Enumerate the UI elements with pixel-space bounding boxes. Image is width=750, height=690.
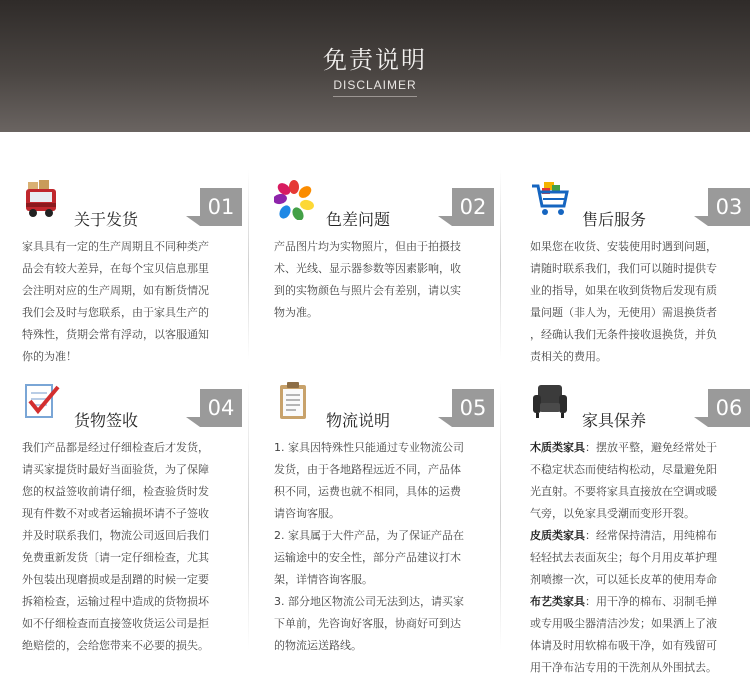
card-text (22, 437, 248, 657)
text-line: 体请及时用软棉布吸干净，如有残留可 (530, 639, 717, 652)
text-line: 剂喷擦一次，可以延长皮革的使用寿命 (530, 573, 717, 586)
card-title: 物流说明 (326, 411, 391, 430)
text-line: 术、光线、显示器参数等因素影响，收 (274, 262, 461, 275)
card-title: 售后服务 (582, 210, 647, 229)
color-palette-icon (274, 180, 312, 218)
text-line: 我们会及时与您联系，由于家具生产的 (22, 306, 209, 319)
card-logistics (274, 381, 500, 652)
text-line (530, 591, 750, 613)
text-line: 你的为准！ (22, 350, 77, 363)
text-line: 架，详情咨询客服。 (274, 573, 373, 586)
card-title: 家具保养 (582, 411, 647, 430)
text-line: 到的实物颜色与照片会有差别，请以实 (274, 284, 461, 297)
text-line: 外包装出现磨损或是刮蹭的时候一定要 (22, 573, 209, 586)
column-divider (248, 380, 249, 650)
text-line: 如不仔细检查而直接签收货运公司是拒 (22, 617, 209, 630)
text-line: 您的权益签收前请仔细，检查验货时发 (22, 485, 209, 498)
column-divider (500, 170, 501, 360)
text-line: 业的指导，如果在收到货物后发现有质 (530, 284, 717, 297)
page-subtitle: DISCLAIMER (333, 78, 417, 92)
delivery-truck-icon (22, 180, 60, 218)
item-label: 布艺类家具 (530, 595, 585, 608)
card-text (274, 236, 500, 324)
column-divider (500, 380, 501, 650)
armchair-icon (530, 381, 568, 419)
text-line: 家具具有一定的生产周期且不同种类产 (22, 240, 209, 253)
text-line: 请随时联系我们，我们可以随时提供专 (530, 262, 717, 275)
clipboard-icon (274, 381, 312, 419)
text-line: 气旁，以免家具受潮而变形开裂。 (530, 507, 695, 520)
card-after-sales (530, 180, 750, 363)
text-line: 1. 家具因特殊性只能通过专业物流公司 (274, 441, 464, 454)
text-line: 免费重新发货〔请一定仔细检查，尤其 (22, 551, 209, 564)
card-receipt (22, 381, 248, 652)
card-text (530, 437, 750, 679)
text-line: 请咨询客服。 (274, 507, 340, 520)
item-label: 木质类家具 (530, 441, 585, 454)
text-line: 或专用吸尘器清洁沙发；如果洒上了液 (530, 617, 717, 630)
text-line (530, 437, 750, 459)
shopping-cart-icon (530, 180, 568, 218)
text-line: 特殊性，货期会常有浮动，以客服通知 (22, 328, 209, 341)
card-text (274, 437, 500, 657)
card-number-badge: 04 (200, 389, 242, 427)
card-number-badge: 06 (708, 389, 750, 427)
header-banner (0, 0, 750, 132)
card-title: 货物签收 (74, 411, 139, 430)
text-line: 发货，由于各地路程远近不同，产品体 (274, 463, 461, 476)
text-line: 产品图片均为实物照片，但由于拍摄技 (274, 240, 461, 253)
text-line: 会注明对应的生产周期，如有断货情况 (22, 284, 209, 297)
text-line: 积不同，运费也就不相同，具体的运费 (274, 485, 461, 498)
item-label: 皮质类家具 (530, 529, 585, 542)
card-text (530, 236, 750, 368)
text-line: 请买家提货时最好当面验货，为了保障 (22, 463, 209, 476)
text-line: 3. 部分地区物流公司无法到达，请买家 (274, 595, 464, 608)
text-line: 拆箱检查，运输过程中造成的货物损坏 (22, 595, 209, 608)
title-rule (333, 96, 417, 97)
card-title: 色差问题 (326, 210, 391, 229)
card-text (22, 236, 248, 368)
text-line: 品会有较大差异，在每个宝贝信息那里 (22, 262, 209, 275)
card-color-difference (274, 180, 500, 319)
text-line: 如果您在收货、安装使用时遇到问题， (530, 240, 717, 253)
checklist-icon (22, 381, 60, 419)
item-text: ：用干净的棉布、羽制毛掸 (585, 595, 717, 608)
item-text: ：摆放平整，避免经常处于 (585, 441, 717, 454)
text-line: 下单前，先咨询好客服，协商好可到达 (274, 617, 461, 630)
text-line: 运输途中的安全性，部分产品建议打木 (274, 551, 461, 564)
item-text: ：经常保持清洁，用纯棉布 (585, 529, 717, 542)
text-line: 现有件数不对或者运输损坏请不子签收 (22, 507, 209, 520)
text-line: 绝赔偿的，会给您带来不必要的损失。 (22, 639, 209, 652)
text-line: 量问题（非人为，无使用）需退换货者 (530, 306, 717, 319)
text-line: 不稳定状态而使结构松动，尽量避免阳 (530, 463, 717, 476)
text-line: 光直射。不要将家具直接放在空调或暖 (530, 485, 717, 498)
text-line: ，经确认我们无条件接收退换货，并负 (530, 328, 717, 341)
text-line: 用干净布沾专用的干洗剂从外围拭去。 (530, 661, 717, 674)
card-number-badge: 02 (452, 188, 494, 226)
text-line (530, 525, 750, 547)
card-number-badge: 05 (452, 389, 494, 427)
text-line: 责相关的费用。 (530, 350, 607, 363)
card-shipping (22, 180, 248, 363)
text-line: 轻轻拭去表面灰尘；每个月用皮革护理 (530, 551, 717, 564)
column-divider (248, 170, 249, 360)
card-number-badge: 01 (200, 188, 242, 226)
text-line: 的物流运送路线。 (274, 639, 362, 652)
text-line: 物为准。 (274, 306, 318, 319)
page-title: 免责说明 (323, 46, 427, 74)
text-line: 并及时联系我们，物流公司返回后我们 (22, 529, 209, 542)
text-line: 我们产品都是经过仔细检查后才发货， (22, 441, 209, 454)
card-number-badge: 03 (708, 188, 750, 226)
text-line: 2. 家具属于大件产品，为了保证产品在 (274, 529, 464, 542)
card-title: 关于发货 (74, 210, 139, 229)
card-maintenance (530, 381, 750, 674)
